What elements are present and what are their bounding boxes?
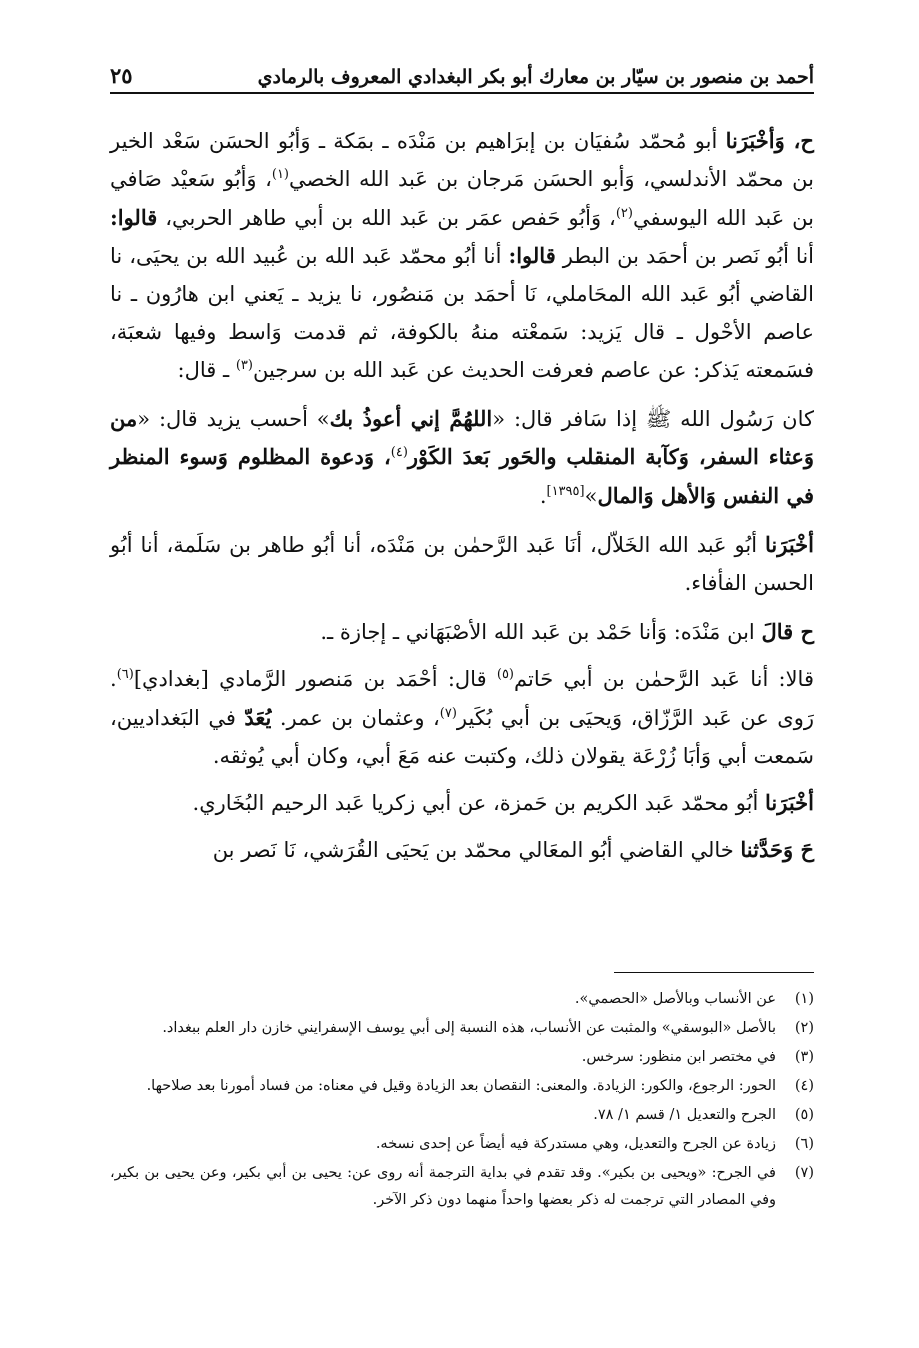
footnote-text: في الجرح: «ويحيى بن بكير». وقد تقدم في بداية الترجمة أنه روى عن: يحيى بن أبي بكير، وعن يحيى بن بكير، وفي المصادر التي ترجمت له ذكر بعضها واحداً منهما دون ذكر الآخر. [110, 1165, 776, 1208]
bold-text: أخْبَرَنا [765, 789, 814, 815]
note-marker: (٦) [116, 667, 134, 683]
bold-text: قالوا: [508, 243, 556, 269]
note-marker: (١) [271, 166, 289, 182]
text-run: ـ قال: [177, 357, 236, 382]
text-run: أبُو محمّد عَبد الكريم بن حَمزة، عن أبي زكريا عَبد الرحيم البُخَاري. [192, 790, 766, 815]
text-run: أبُو عَبد الله الخَلاّل، أنَا عَبد الرَّحمٰن بن مَنْدَه، أنا أبُو طاهر بن سَلَمة، أنا أبُو الحسن الفأفاء. [110, 532, 814, 595]
footnote-text: بالأصل «البوسقي» والمثبت عن الأنساب، هذه النسبة إلى أبي يوسف الإسفرايني خازن دار العلم ببغداد. [162, 1020, 776, 1036]
bold-text: يُعَدّ [244, 705, 272, 731]
footnote [110, 1131, 814, 1158]
paragraph [110, 122, 814, 390]
paragraph [110, 400, 814, 516]
footnote [110, 1073, 814, 1100]
footnote [110, 1102, 814, 1129]
note-marker: (٧) [439, 706, 457, 722]
note-marker: (٥) [496, 667, 514, 683]
footnote-number: (٢) [794, 1020, 814, 1036]
footnote-text: في مختصر ابن منظور: سرخس. [581, 1049, 776, 1065]
text-run: كان رَسُول الله ﷺ إذا سَافر قال: « [492, 406, 814, 431]
footnote-text: زيادة عن الجرح والتعديل، وهي مستدركة فيه أيضاً عن إحدى نسخه. [375, 1136, 776, 1152]
note-marker: (٣) [235, 357, 253, 373]
note-marker: [١٣٩٥] [546, 484, 585, 500]
bold-text: من وَعثاء السفر، وَكآبة المنقلب والحَور بَعدَ الكَوْر [110, 405, 814, 470]
text-run: . رَوى عن عَبد الرَّزّاق، وَيحيَى بن أبي بُكَير [110, 667, 815, 731]
text-run: قال: أحْمَد بن مَنصور الرَّمادي [بغدادي] [133, 667, 497, 692]
footnote-text: الحور: الرجوع، والكور: الزيادة. والمعنى: النقصان بعد الزيادة وقيل في معناه: من فساد أمورنا بعد صلاحها. [146, 1078, 776, 1094]
footnote [110, 1015, 814, 1042]
footnote-number: (٣) [794, 1049, 814, 1065]
note-marker: (٤) [390, 445, 408, 461]
text-run: ابن مَنْدَه: وَأنا حَمْد بن عَبد الله الأصْبَهَاني ـ إجازة ـ. [320, 619, 762, 644]
bold-text: ، وَدعوة المظلوم وَسوء المنظر في النفس وَالأهل وَالمال [110, 444, 814, 509]
text-run: قالا: أنا عَبد الرَّحمٰن بن أبي حَاتم [514, 667, 814, 692]
footnotes [110, 986, 814, 1216]
paragraph [110, 613, 814, 652]
footnote [110, 986, 814, 1013]
bold-text: ح، وَأخْبَرَنا [725, 128, 814, 153]
bold-text: ح قالَ [761, 618, 814, 644]
text-run: أنا أبُو نَصر بن أحمَد بن البطر [555, 244, 814, 269]
running-title: أحمد بن منصور بن سيّار بن معارك أبو بكر البغدادي المعروف بالرمادي [257, 66, 814, 88]
footnote-text: عن الأنساب وبالأصل «الحصمي». [574, 991, 776, 1007]
paragraph [110, 831, 814, 870]
text-run: ، وعثمان بن عمر. [271, 706, 440, 731]
footnote-number: (٥) [794, 1107, 814, 1123]
main-text [110, 122, 814, 877]
text-run: » أحسب يزيد قال: « [137, 406, 330, 431]
text-run: . [539, 484, 547, 509]
footnote-number: (١) [794, 991, 814, 1007]
bold-text: اللهُمَّ إني أعوذُ بك [329, 405, 493, 431]
footnote-number: (٦) [794, 1136, 814, 1152]
page-header [110, 58, 814, 94]
footnote [110, 1044, 814, 1071]
text-run: ، وَأبُو سَعيْد صَافي بن عَبد الله اليوسفي [110, 166, 814, 230]
bold-text: أخْبَرَنا [765, 531, 814, 557]
bold-text: قالوا: [110, 204, 158, 230]
footnote-text: الجرح والتعديل ١/ قسم ١/ ٧٨. [593, 1107, 776, 1123]
paragraph [110, 661, 814, 775]
bold-text: حَ وَحَدَّثنا [740, 836, 814, 862]
footnote [110, 1160, 814, 1214]
text-run: خالي القاضي أبُو المعَالي محمّد بن يَحيَى القُرَشي، نَا نَصر بن [212, 837, 741, 862]
page-number: ٢٥ [110, 63, 133, 88]
footnote-number: (٧) [794, 1165, 814, 1181]
text-run: في البَغداديين، سَمعت أبي وَأبَا زُرْعَة يقولان ذلك، وكتبت عنه مَعَ أبي، وكان أبي يُوثقه. [110, 706, 814, 768]
paragraph [110, 784, 814, 823]
text-run: » [584, 484, 598, 509]
text-run: أبو مُحمّد سُفيَان بن إبرَاهيم بن مَنْدَه ـ بمَكة ـ وَأبُو الحسَن سَعْد الخير بن محمّد الأندلسي، وَأبو الحسَن مَرجان بن عَبد الله الخصي [110, 129, 814, 191]
text-run: ، وَأبُو حَفص عمَر بن عَبد الله بن أبي طاهر الحربي، [157, 205, 616, 230]
text-run: أنا أبُو محمّد عَبد الله بن عُبيد الله بن يحيَى، نا القاضي أبُو عَبد الله المحَاملي، نَا أحمَد بن مَنصُور، نا يزيد ـ يَعني ابن هارُون ـ نا عاصم الأحْول ـ قال يَزيد: سَمعْته منهُ بالكوفة، ثم قدمت وَاسط وفيها شعبَة، فسَمعته يَذكر: عن عاصم فعرفت الحديث عن عَبد الله بن سرجين [110, 244, 814, 382]
paragraph [110, 526, 814, 603]
footnote-divider [614, 972, 814, 973]
note-marker: (٢) [615, 205, 633, 221]
footnote-number: (٤) [794, 1078, 814, 1094]
